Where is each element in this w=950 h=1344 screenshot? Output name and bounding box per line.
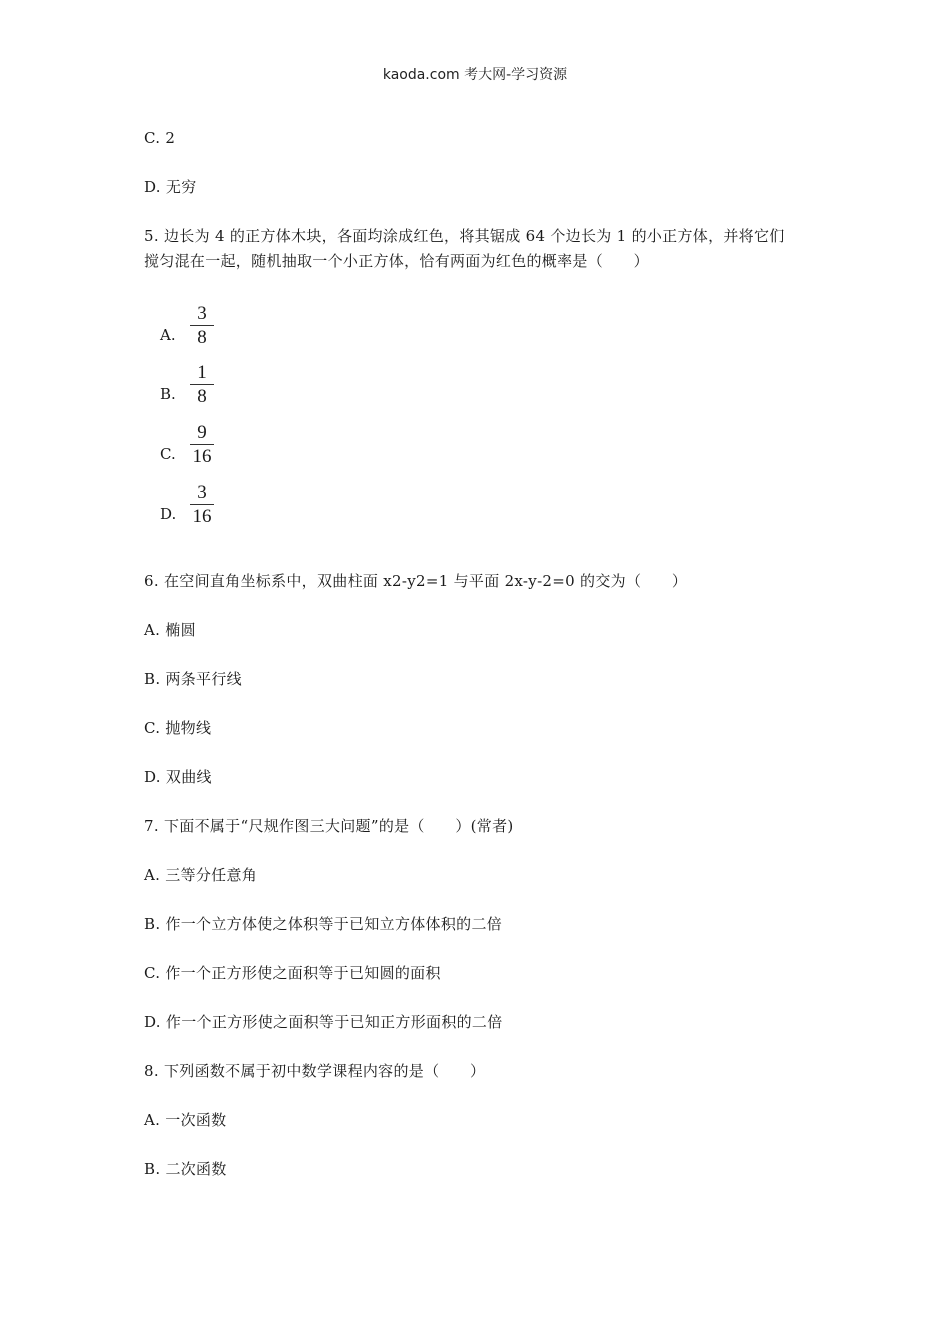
q7-option-b: B. 作一个立方体使之体积等于已知立方体体积的二倍 xyxy=(144,915,503,933)
q8-option-a: A. 一次函数 xyxy=(144,1111,227,1129)
numerator: 3 xyxy=(190,483,214,505)
denominator: 16 xyxy=(192,446,212,467)
q7-option-a: A. 三等分任意角 xyxy=(144,866,258,884)
numerator: 3 xyxy=(190,304,214,326)
fraction xyxy=(190,304,214,348)
denominator: 8 xyxy=(197,386,207,407)
q6-option-b: B. 两条平行线 xyxy=(144,670,242,688)
numerator: 9 xyxy=(190,423,214,445)
q6-option-a: A. 椭圆 xyxy=(144,621,196,639)
option-label: A. xyxy=(160,326,176,344)
q5-stem-line2: 搅匀混在一起，随机抽取一个小正方体，恰有两面为红色的概率是（ ） xyxy=(144,252,649,270)
page-header: kaoda.com 考大网-学习资源 xyxy=(382,67,568,83)
option-label: D. xyxy=(160,505,177,523)
q5-option-a xyxy=(160,304,240,354)
fraction xyxy=(190,363,214,407)
q6-option-d: D. 双曲线 xyxy=(144,768,212,786)
q5-option-d xyxy=(160,483,240,533)
numerator: 1 xyxy=(190,363,214,385)
option-label: B. xyxy=(160,385,176,403)
q4-option-d: D. 无穷 xyxy=(144,178,197,196)
q4-option-c: C. 2 xyxy=(144,129,176,147)
q8-option-b: B. 二次函数 xyxy=(144,1160,227,1178)
q6-option-c: C. 抛物线 xyxy=(144,719,212,737)
q6-stem: 6. 在空间直角坐标系中，双曲柱面 x2-y2=1 与平面 2x-y-2=0 的交为（ ） xyxy=(144,572,688,590)
q7-option-d: D. 作一个正方形使之面积等于已知正方形面积的二倍 xyxy=(144,1013,503,1031)
q7-option-c: C. 作一个正方形使之面积等于已知圆的面积 xyxy=(144,964,441,982)
q5-option-c xyxy=(160,423,240,473)
q7-stem: 7. 下面不属于“尺规作图三大问题”的是（ ）(常者) xyxy=(144,817,514,835)
denominator: 16 xyxy=(192,506,212,527)
q8-stem: 8. 下列函数不属于初中数学课程内容的是（ ） xyxy=(144,1062,486,1080)
denominator: 8 xyxy=(197,327,207,348)
fraction xyxy=(190,483,214,527)
q5-option-b xyxy=(160,363,240,413)
option-label: C. xyxy=(160,445,176,463)
q5-stem-line1: 5. 边长为 4 的正方体木块，各面均涂成红色，将其锯成 64 个边长为 1 的小正方体，并将它们 xyxy=(144,227,785,245)
fraction xyxy=(190,423,214,467)
